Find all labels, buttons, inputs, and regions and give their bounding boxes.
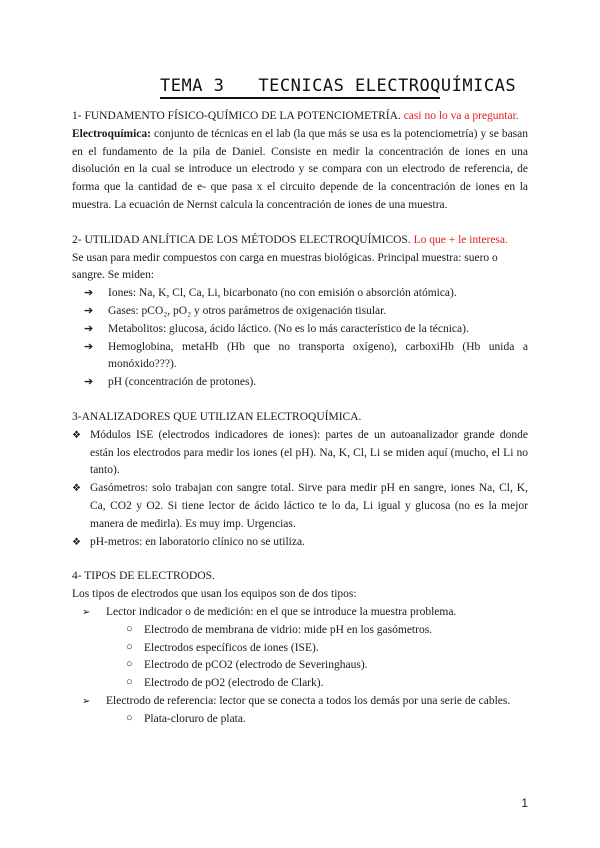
- list-item: ➔ Hemoglobina, metaHb (Hb que no transporta oxígeno), carboxiHb (Hb unida a monóxido???).: [84, 340, 528, 371]
- list-item: ○ Electrodo de pO2 (electrodo de Clark).: [72, 675, 528, 693]
- list-item: ➔ Gases: pCO₂, pO₂ y otros parámetros de oxigenación tisular.: [72, 303, 528, 321]
- section-2-heading: 2- UTILIDAD ANLÍTICA DE LOS MÉTODOS ELECTROQUÍMICOS. Lo que + le interesa.: [72, 233, 508, 246]
- section-2-note: Lo que + le interesa.: [413, 233, 508, 246]
- document-body: [72, 108, 528, 729]
- triangle-bullet-icon: ➢: [82, 695, 91, 707]
- title-tema: TEMA 3: [160, 76, 225, 96]
- list-item: ○ Electrodo de pCO2 (electrodo de Severinghaus).: [72, 657, 528, 675]
- list-item: ○ Electrodo de membrana de vidrio: mide pH en los gasómetros.: [72, 622, 528, 640]
- section-3-list: [72, 427, 528, 552]
- list-item: ➔ Metabolitos: glucosa, ácido láctico. (No es lo más característico de la técnica).: [72, 321, 528, 339]
- term-electroquimica: Electroquímica:: [72, 127, 151, 140]
- title-block: [160, 76, 517, 99]
- triangle-bullet-icon: ➢: [82, 606, 91, 618]
- section-1-paragraph: Electroquímica: conjunto de técnicas en el lab (la que más se usa es la potenciometría) y se basan en el fundamento de la pila de Daniel. Consiste en medir la concentración de iones en una disolución en la cual se introduce un electrodo y se compara con un electrodo de referencia, de forma que la cantidad de e- que pasa x el circuito depende de la concentración de iones en la muestra. La ecuación de Nernst calcula la concentración de iones de una muestra.: [72, 127, 529, 211]
- section-4-list-2: [72, 693, 528, 711]
- page-number: 1: [521, 796, 528, 810]
- section-4-sublist-2: [72, 711, 528, 729]
- arrow-bullet-icon: ➔: [84, 376, 94, 389]
- arrow-bullet-icon: ➔: [84, 287, 94, 300]
- list-item: ➢ Electrodo de referencia: lector que se conecta a todos los demás por una serie de cables.: [72, 693, 528, 711]
- section-4-heading: 4- TIPOS DE ELECTRODOS.: [72, 570, 215, 583]
- section-4-sublist-1: [72, 622, 528, 693]
- circle-bullet-icon: ○: [126, 676, 133, 689]
- section-4-list: [72, 604, 528, 622]
- page-title: [160, 76, 517, 96]
- title-name: TECNICAS ELECTROQUÍMICAS: [258, 76, 517, 96]
- section-1-note: casi no lo va a preguntar.: [403, 110, 519, 122]
- diamond-bullet-icon: ❖: [72, 536, 81, 548]
- section-1-heading: 1- FUNDAMENTO FÍSICO-QUÍMICO DE LA POTENCIOMETRÍA. casi no lo va a preguntar.: [72, 110, 519, 122]
- list-item: ❖ Gasómetros: solo trabajan con sangre total. Sirve para medir pH en sangre, iones Na, Cl, K, Ca, CO2 y O2. Si tiene lector de ácido láctico te lo da, Li igual y glucosa (no es la mejor manera de medirla). Es muy imp. Urgencias.: [72, 482, 528, 530]
- circle-bullet-icon: ○: [126, 711, 133, 724]
- section-2-list: [72, 285, 528, 392]
- title-underline: [160, 97, 440, 99]
- circle-bullet-icon: ○: [126, 622, 133, 635]
- arrow-bullet-icon: ➔: [84, 304, 94, 317]
- section-2-intro: Se usan para medir compuestos con carga en muestras biológicas. Principal muestra: suero o sangre. Se miden:: [72, 251, 498, 282]
- section-4-intro: Los tipos de electrodos que usan los equipos son de dos tipos:: [72, 588, 357, 601]
- arrow-bullet-icon: ➔: [84, 340, 94, 353]
- list-item: ❖ pH-metros: en laboratorio clínico no se utiliza.: [72, 534, 528, 552]
- diamond-bullet-icon: ❖: [72, 429, 81, 441]
- list-item: ➢ Lector indicador o de medición: en el que se introduce la muestra problema.: [72, 604, 528, 622]
- section-3-heading: 3-ANALIZADORES QUE UTILIZAN ELECTROQUÍMICA.: [72, 410, 362, 423]
- list-item: ❖ Módulos ISE (electrodos indicadores de iones): partes de un autoanalizador grande donde están los electrodos para medir los iones (el pH). Na, K, Cl, Li se miden aquí (mucho, el Li no tanto).: [72, 428, 528, 477]
- circle-bullet-icon: ○: [126, 640, 133, 653]
- list-item: ○ Plata-cloruro de plata.: [72, 711, 528, 729]
- arrow-bullet-icon: ➔: [84, 322, 94, 335]
- circle-bullet-icon: ○: [126, 658, 133, 671]
- list-item: ○ Electrodos específicos de iones (ISE).: [72, 640, 528, 658]
- diamond-bullet-icon: ❖: [72, 483, 81, 495]
- list-item: ➔ Iones: Na, K, Cl, Ca, Li, bicarbonato (no con emisión o absorción atómica).: [72, 285, 528, 303]
- list-item: ➔ pH (concentración de protones).: [72, 374, 528, 392]
